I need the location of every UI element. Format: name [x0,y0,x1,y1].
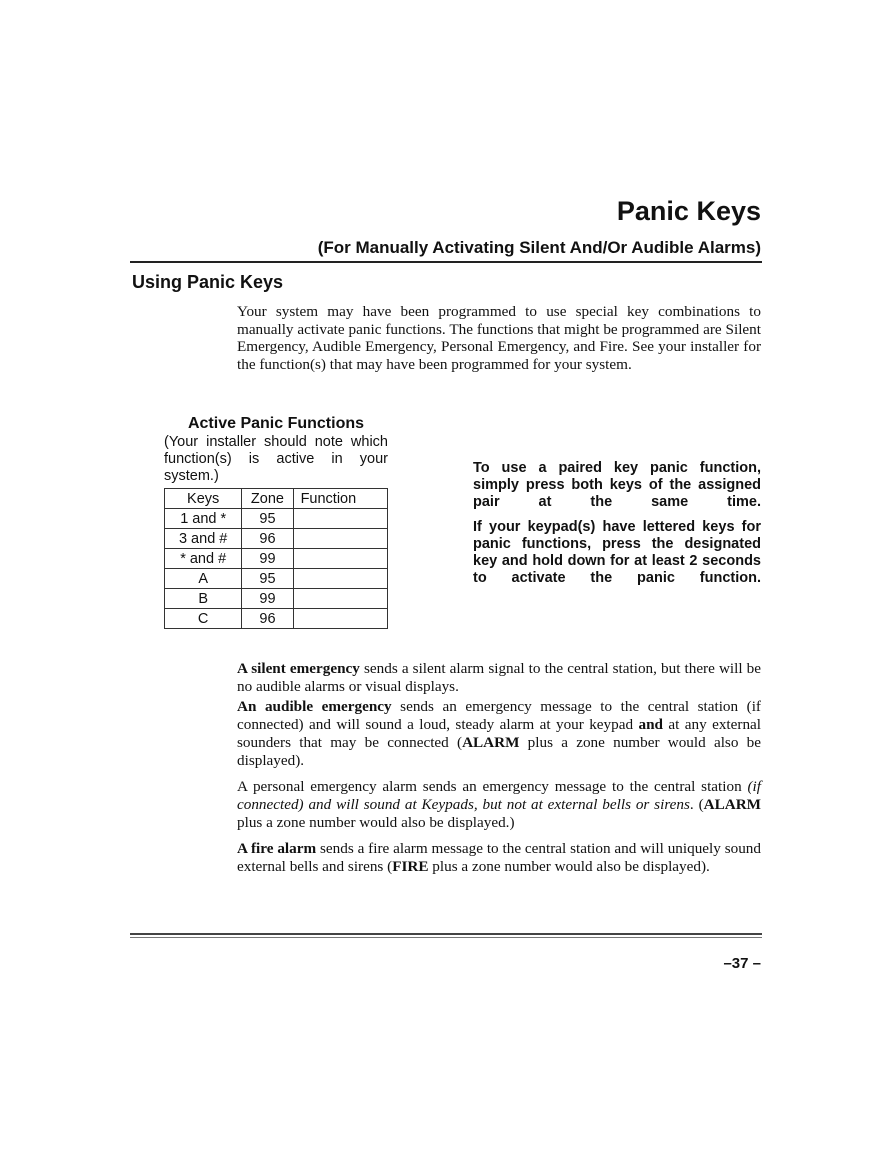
cell-zone: 96 [242,609,293,629]
cell-zone: 96 [242,529,293,549]
descriptions-block [237,660,761,884]
header-divider [130,261,762,263]
paired-key-instruction: To use a paired key panic function, simply press both keys of the assigned pair at the same time. [473,460,761,510]
table-note: (Your installer should note which function(s) is active in your system.) [164,434,388,484]
audible-emergency-text-2: at any external sounders that may be connected ( [237,716,761,751]
fire-alarm-text: sends a fire alarm message to the central station and will uniquely sound external bells and sirens ( [237,840,761,875]
and-emphasis: and [638,716,663,733]
silent-emergency-term: A silent emergency [237,660,360,677]
cell-function [293,569,387,589]
cell-zone: 99 [242,589,293,609]
audible-emergency-text-3: plus a zone number would also be displayed). [237,734,761,769]
cell-keys: C [165,609,242,629]
table-row [165,609,388,629]
cell-keys: 1 and * [165,509,242,529]
cell-keys: B [165,589,242,609]
table-title: Active Panic Functions [187,415,365,432]
column-header-function: Function [293,489,387,509]
page-title: Panic Keys [616,196,761,226]
table-row [165,509,388,529]
table-row [165,569,388,589]
column-header-zone: Zone [242,489,293,509]
personal-emergency-paragraph [237,778,761,832]
personal-emergency-text: A personal emergency alarm sends an emergency message to the central station [237,778,748,795]
cell-function [293,509,387,529]
audible-emergency-term: An audible emergency [237,698,392,715]
table-header-row [165,489,388,509]
fire-alarm-paragraph [237,840,761,876]
table-row [165,549,388,569]
cell-zone: 99 [242,549,293,569]
table-row [165,589,388,609]
audible-emergency-text: sends an emergency message to the central station (if connected) and will sound a loud, steady alarm at your keypad [237,698,761,733]
intro-paragraph: Your system may have been programmed to use special key combinations to manually activate panic functions. The functions that might be programmed are Silent Emergency, Audible Emergency, Personal Emergency, and Fire. See your installer for the function(s) that may have been programmed for your system. [237,303,761,373]
cell-zone: 95 [242,569,293,589]
cell-zone: 95 [242,509,293,529]
panic-functions-block [164,415,388,629]
page-number: –37 – [723,955,761,972]
cell-function [293,529,387,549]
audible-emergency-paragraph [237,698,761,770]
cell-function [293,549,387,569]
fire-keyword: FIRE [392,858,429,875]
fire-alarm-term: A fire alarm [237,840,317,857]
silent-emergency-paragraph [237,660,761,696]
cell-keys: 3 and # [165,529,242,549]
instructions-block [473,460,761,595]
fire-alarm-text-2: plus a zone number would also be displayed). [428,858,710,875]
lettered-key-instruction: If your keypad(s) have lettered keys for panic functions, press the designated key and hold down for at least 2 seconds to activate the panic function. [473,519,761,586]
personal-emergency-text-3: plus a zone number would also be displayed.) [237,814,515,831]
silent-emergency-text: sends a silent alarm signal to the central station, but there will be no audible alarms or visual displays. [237,660,761,695]
column-header-keys: Keys [165,489,242,509]
personal-emergency-text-2: . ( [689,796,704,813]
footer-divider [130,933,762,935]
alarm-keyword: ALARM [703,796,762,813]
panic-functions-table [164,488,388,629]
section-heading: Using Panic Keys [132,272,284,292]
page-subtitle: (For Manually Activating Silent And/Or Audible Alarms) [317,238,761,257]
cell-function [293,609,387,629]
table-row [165,529,388,549]
cell-function [293,589,387,609]
footer-divider-thin [130,937,762,938]
personal-emergency-italic: (if connected) and will sound at Keypads, but not at external bells or sirens [237,778,761,813]
cell-keys: A [165,569,242,589]
cell-keys: * and # [165,549,242,569]
alarm-keyword: ALARM [462,734,520,751]
